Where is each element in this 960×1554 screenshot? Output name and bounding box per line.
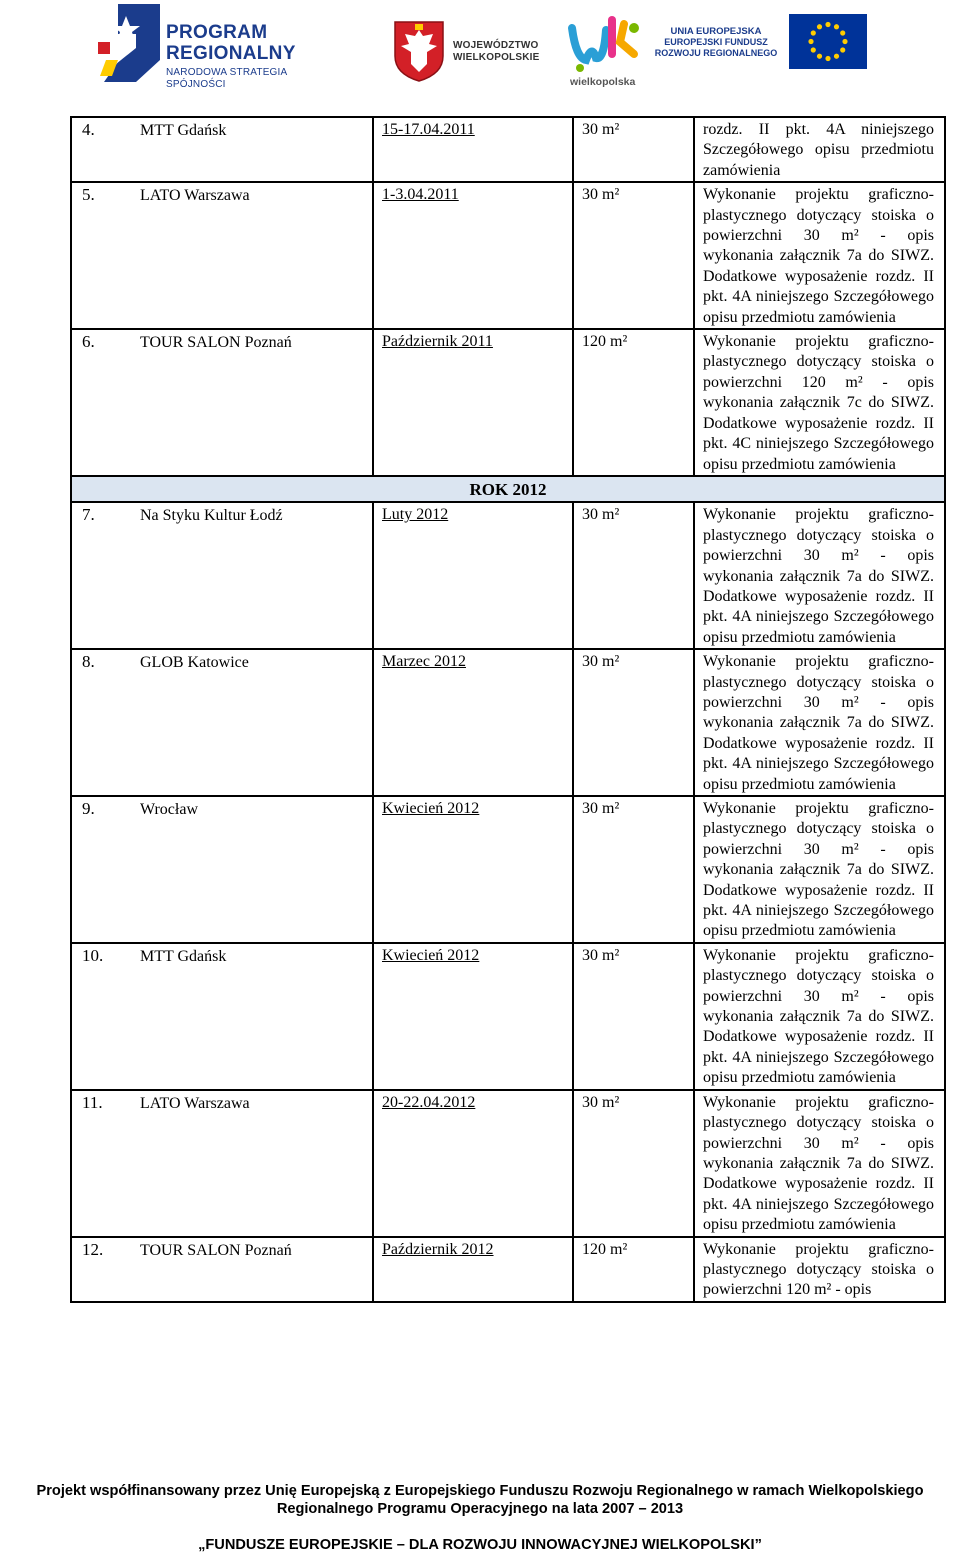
header-logos (0, 0, 960, 100)
date-cell (373, 1090, 573, 1237)
description-cell: Wykonanie projektu graficzno-plastycznego dotyczący stoiska o powierzchni 30 m² - opis wykonania załącznik 7a do SIWZ. Dodatkowe wyposażenie rozdz. II pkt. 4A niniejszego Szczegółowego opisu przedmiotu zamówienia (694, 1090, 945, 1237)
eu-text (649, 26, 783, 59)
table-body-2012 (71, 502, 945, 1301)
event-cell (71, 1090, 373, 1237)
footer-line1: Projekt współfinansowany przez Unię Europejską z Europejskiego Funduszu Rozwoju Regionalnego w ramach Wielkopolskiego (36, 1483, 924, 1499)
event-name: TOUR SALON Poznań (140, 334, 292, 352)
event-name: TOUR SALON Poznań (140, 1241, 292, 1259)
area-cell: 120 m² (573, 329, 694, 476)
table-row (71, 796, 945, 943)
eu-logo (649, 14, 871, 74)
area-cell: 30 m² (573, 1090, 694, 1237)
events-table-wrapper (70, 116, 944, 1303)
event-date: Marzec 2012 (382, 653, 466, 671)
area-cell: 30 m² (573, 943, 694, 1090)
event-name: MTT Gdańsk (140, 947, 227, 965)
event-cell (71, 117, 373, 182)
event-cell (71, 1237, 373, 1302)
area-cell: 30 m² (573, 649, 694, 796)
event-number: 7. (82, 505, 95, 525)
date-cell (373, 796, 573, 943)
event-name: LATO Warszawa (140, 1094, 250, 1112)
event-date: Kwiecień 2012 (382, 946, 480, 964)
event-number: 8. (82, 652, 95, 672)
table-year-section (71, 476, 945, 502)
program-logo-line2: REGIONALNY (166, 43, 296, 64)
table-row (71, 649, 945, 796)
program-regionalny-text (166, 22, 346, 91)
area-cell: 30 m² (573, 117, 694, 182)
table-row (71, 329, 945, 476)
event-cell (71, 943, 373, 1090)
date-cell (373, 182, 573, 329)
table-row (71, 1090, 945, 1237)
eagle-crest-icon (393, 20, 445, 82)
eu-flag-icon (789, 14, 867, 69)
description-cell: rozdz. II pkt. 4A niniejszego Szczegółowego opisu przedmiotu zamówienia (694, 117, 945, 182)
eu-line3: ROZWOJU REGIONALNEGO (654, 48, 778, 58)
event-number: 6. (82, 332, 95, 352)
events-table (70, 116, 946, 1303)
event-name: LATO Warszawa (140, 187, 250, 205)
event-number: 4. (82, 120, 95, 139)
eu-star-icon (840, 30, 845, 35)
date-cell (373, 117, 573, 182)
event-cell (71, 796, 373, 943)
area-cell: 30 m² (573, 796, 694, 943)
wlk-emblem-icon (566, 14, 642, 76)
date-cell (373, 943, 573, 1090)
event-number: 12. (82, 1239, 104, 1259)
event-name: Na Styku Kultur Łodź (140, 507, 283, 525)
program-logo-line1: PROGRAM (166, 22, 268, 43)
wielkopolska-logo (566, 14, 646, 94)
description-cell: Wykonanie projektu graficzno-plastycznego dotyczący stoiska o powierzchni 120 m² - opis (694, 1237, 945, 1302)
event-cell (71, 649, 373, 796)
event-number: 5. (82, 185, 95, 205)
description-cell: Wykonanie projektu graficzno-plastycznego dotyczący stoiska o powierzchni 30 m² - opis wykonania załącznik 7a do SIWZ. Dodatkowe wyposażenie rozdz. II pkt. 4A niniejszego Szczegółowego opisu przedmiotu zamówienia (694, 502, 945, 649)
area-cell: 120 m² (573, 1237, 694, 1302)
description-cell: Wykonanie projektu graficzno-plastycznego dotyczący stoiska o powierzchni 30 m² - opis wykonania załącznik 7a do SIWZ. Dodatkowe wyposażenie rozdz. II pkt. 4A niniejszego Szczegółowego opisu przedmiotu zamówienia (694, 943, 945, 1090)
date-cell (373, 649, 573, 796)
program-logo-line3: NARODOWA STRATEGIA SPÓJNOŚCI (166, 67, 287, 90)
year-label: ROK 2012 (71, 476, 945, 502)
event-date: 15-17.04.2011 (382, 121, 475, 138)
wojewodztwo-text (453, 40, 540, 64)
event-date: Luty 2012 (382, 506, 449, 524)
wielkopolska-text: wielkopolska (570, 76, 636, 88)
eu-star-icon (834, 24, 839, 29)
eu-star-icon (842, 39, 847, 44)
date-cell (373, 502, 573, 649)
eu-star-icon (808, 39, 813, 44)
table-row (71, 1237, 945, 1302)
eu-star-icon (825, 56, 830, 61)
eu-star-icon (811, 47, 816, 52)
event-cell (71, 182, 373, 329)
eu-star-icon (817, 54, 822, 59)
date-cell (373, 1237, 573, 1302)
description-cell: Wykonanie projektu graficzno-plastycznego dotyczący stoiska o powierzchni 30 m² - opis wykonania załącznik 7a do SIWZ. Dodatkowe wyposażenie rozdz. II pkt. 4A niniejszego Szczegółowego opisu przedmiotu zamówienia (694, 796, 945, 943)
event-cell (71, 502, 373, 649)
date-cell (373, 329, 573, 476)
area-cell: 30 m² (573, 182, 694, 329)
program-regionalny-logo (96, 4, 346, 90)
table-row (71, 117, 945, 182)
footer-line2: Regionalnego Programu Operacyjnego na lata 2007 – 2013 (276, 1501, 684, 1517)
event-name: Wrocław (140, 801, 198, 818)
eu-line2: EUROPEJSKI FUNDUSZ (664, 37, 768, 47)
wojewodztwo-line1: WOJEWÓDZTWO (453, 40, 539, 51)
event-number: 11. (82, 1092, 103, 1112)
event-number: 9. (82, 799, 95, 818)
event-name: MTT Gdańsk (140, 122, 227, 139)
event-cell (71, 329, 373, 476)
wojewodztwo-line2: WIELKOPOLSKIE (453, 52, 540, 63)
eu-line1: UNIA EUROPEJSKA (670, 26, 762, 37)
event-number: 10. (82, 945, 104, 965)
footer-cofinancing (0, 1482, 960, 1518)
description-cell: Wykonanie projektu graficzno-plastycznego dotyczący stoiska o powierzchni 30 m² - opis wykonania załącznik 7a do SIWZ. Dodatkowe wyposażenie rozdz. II pkt. 4A niniejszego Szczegółowego opisu przedmiotu zamówienia (694, 182, 945, 329)
eu-star-icon (811, 30, 816, 35)
event-date: Październik 2012 (382, 1240, 494, 1258)
event-date: 1-3.04.2011 (382, 186, 459, 204)
event-date: 20-22.04.2012 (382, 1093, 476, 1111)
event-name: GLOB Katowice (140, 654, 249, 672)
wojewodztwo-logo (393, 20, 553, 82)
eu-star-icon (825, 22, 830, 27)
event-date: Październik 2011 (382, 333, 493, 351)
footer-slogan: „FUNDUSZE EUROPEJSKIE – DLA ROZWOJU INNOWACYJNEJ WIELKOPOLSKI” (198, 1537, 762, 1553)
table-row (71, 943, 945, 1090)
year-row (71, 476, 945, 502)
description-cell: Wykonanie projektu graficzno-plastycznego dotyczący stoiska o powierzchni 30 m² - opis wykonania załącznik 7a do SIWZ. Dodatkowe wyposażenie rozdz. II pkt. 4A niniejszego Szczegółowego opisu przedmiotu zamówienia (694, 649, 945, 796)
eu-star-icon (817, 24, 822, 29)
description-cell: Wykonanie projektu graficzno-plastycznego dotyczący stoiska o powierzchni 120 m² - opis wykonania załącznik 7c do SIWZ. Dodatkowe wyposażenie rozdz. II pkt. 4C niniejszego Szczegółowego opisu przedmiotu zamówienia (694, 329, 945, 476)
program-regionalny-emblem-icon (96, 4, 162, 84)
table-row (71, 182, 945, 329)
table-body-2011 (71, 117, 945, 476)
event-date: Kwiecień 2012 (382, 800, 480, 817)
table-row (71, 502, 945, 649)
eu-star-icon (840, 47, 845, 52)
eu-star-icon (834, 54, 839, 59)
area-cell: 30 m² (573, 502, 694, 649)
